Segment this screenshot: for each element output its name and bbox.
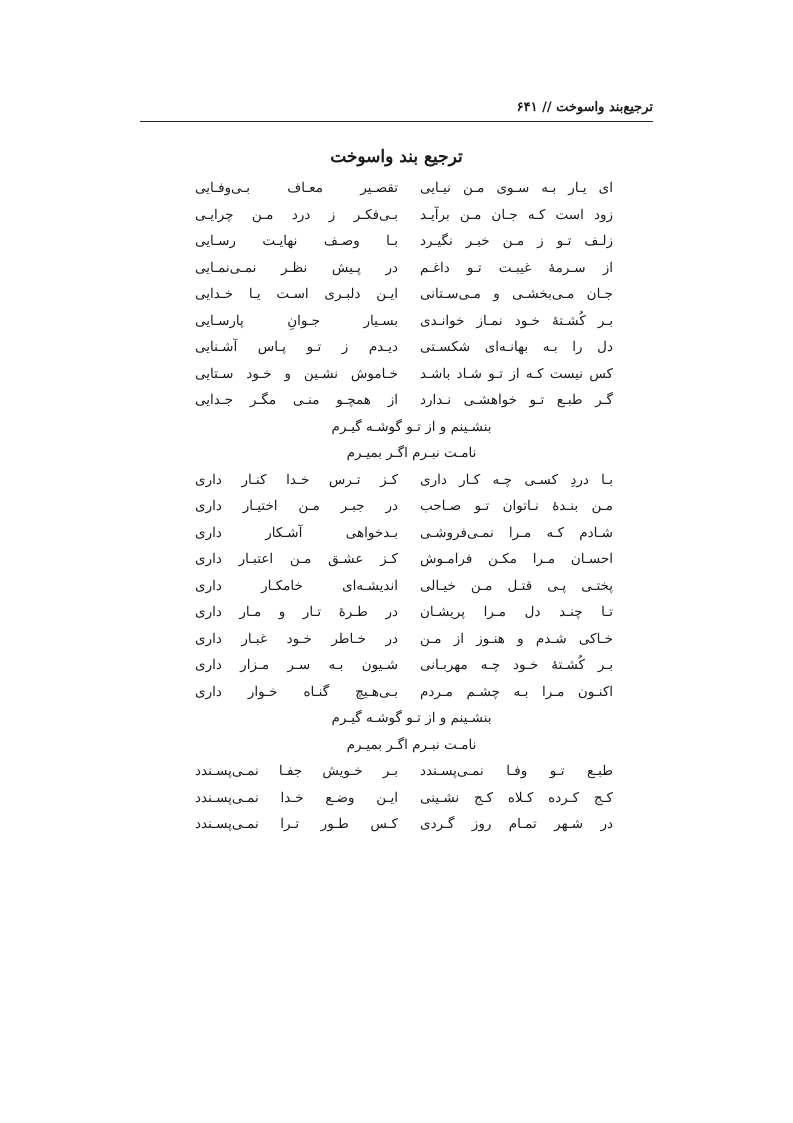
first-hemistich: بـر کُشـتهٔ خـود نمـاز خوانـدی [420, 312, 613, 329]
poem-title: ترجیع بند واسوخت [330, 147, 463, 167]
couplet-row [180, 573, 613, 600]
couplet-row [180, 255, 613, 282]
couplet-row [180, 228, 613, 255]
couplet-row [180, 546, 613, 573]
second-hemistich: اندیشـه‌ای خامکـار داری [195, 577, 398, 594]
couplet-row [180, 308, 613, 335]
first-hemistich: دل را بـه بهانـه‌ای شکسـتی [420, 339, 613, 355]
second-hemistich: شـیون بـه سـر مـزار داری [195, 657, 398, 673]
second-hemistich: از همچـو منـی مگـر جـدایی [195, 392, 398, 408]
couplet-row [180, 467, 613, 494]
second-hemistich: دیـدم ز تـو پـاس آشـنایی [195, 339, 398, 355]
couplet-row [180, 202, 613, 229]
couplet-row [180, 387, 613, 414]
couplet-row [180, 811, 613, 838]
second-hemistich: بـر خـویش جفـا نمـی‌پسـندد [195, 763, 398, 779]
second-hemistich: کـز عشـق مـن اعتبـار داری [195, 551, 398, 567]
couplet-row [180, 361, 613, 388]
refrain-line: نامـت نبـرم اگـر بمیـرم [346, 445, 477, 461]
first-hemistich: زود است کـه جـان مـن برآیـد [420, 206, 613, 223]
second-hemistich: ایـن وضـع خـدا نمـی‌پسـندد [195, 789, 398, 806]
first-hemistich: اکنـون مـرا بـه چشـم مـردم [420, 683, 613, 700]
refrain-line: بنشـینم و از تـو گوشـه گیـرم [331, 710, 492, 726]
second-hemistich: تقصـیر معـاف بـی‌وفـایی [195, 180, 398, 196]
couplet-row [180, 758, 613, 785]
first-hemistich: ای یـار بـه سـوی مـن نیـایی [420, 180, 613, 196]
second-hemistich: در طـرهٔ تـار و مـار داری [195, 604, 398, 620]
first-hemistich: خـاکی شـدم و هنـوز از مـن [420, 630, 613, 647]
first-hemistich: طبـع تـو وفـا نمـی‌پسـندد [420, 763, 613, 779]
couplet-row [180, 599, 613, 626]
couplet-row [180, 520, 613, 547]
second-hemistich: در خـاطر خـود غبـار داری [195, 630, 398, 647]
first-hemistich: کـج کـرده کـلاه کـج نشـینی [420, 789, 613, 806]
couplet-row [180, 679, 613, 706]
running-header: ترجیع‌بند واسوخت // ۶۴۱ [516, 100, 653, 115]
refrain-line: بنشـینم و از تـو گوشـه گیـرم [331, 418, 492, 435]
couplet-row [180, 175, 613, 202]
first-hemistich: در شـهر تمـام روز گـردی [420, 816, 613, 832]
header-rule [140, 121, 653, 122]
first-hemistich: جـان مـی‌بخشـی و مـی‌سـتانی [420, 286, 613, 302]
couplet-row [180, 626, 613, 653]
second-hemistich: بـی‌هـیچ گنـاه خـوار داری [195, 683, 398, 700]
first-hemistich: شـادم کـه مـرا نمـی‌فروشـی [420, 524, 613, 541]
first-hemistich: زلـف تـو ز مـن خبـر نگیـرد [420, 233, 613, 249]
first-hemistich: بـر کُشـتهٔ خـود چـه مهربـانی [420, 657, 613, 673]
second-hemistich: خـاموش نشـین و خـود سـتایی [195, 365, 398, 382]
couplet-row [180, 493, 613, 520]
couplet-row [180, 281, 613, 308]
poem-body [180, 175, 613, 838]
first-hemistich: گـر طبـع تـو خواهشـی نـدارد [420, 392, 613, 408]
second-hemistich: در جبـر مـن اختیـار داری [195, 498, 398, 514]
first-hemistich: مـن بنـدهٔ نـاتوان تـو صـاحب [420, 498, 613, 514]
second-hemistich: کـز تـرس خـدا کنـار داری [195, 471, 398, 488]
refrain-line: نامـت نبـرم اگـر بمیـرم [346, 736, 477, 753]
second-hemistich: در پـیش نظـر نمـی‌نمـایی [195, 259, 398, 276]
couplet-row [180, 652, 613, 679]
couplet-row [180, 334, 613, 361]
first-hemistich: پختـی پـی قتـل مـن خیـالی [420, 577, 613, 594]
second-hemistich: بـدخواهی آشـکار داری [195, 524, 398, 541]
second-hemistich: بسـیار جـوانِ پارسـایی [195, 312, 398, 329]
first-hemistich: تـا چنـد دل مـرا پریشـان [420, 604, 613, 620]
first-hemistich: از سـرمهٔ غیبـت تـو داغـم [420, 259, 613, 276]
second-hemistich: بـی‌فکـر ز درد مـن چرایـی [195, 206, 398, 223]
first-hemistich: احسـان مـرا مکـن فرامـوش [420, 551, 613, 567]
second-hemistich: ایـن دلبـری اسـت یـا خـدایی [195, 286, 398, 302]
couplet-row [180, 785, 613, 812]
second-hemistich: کـس طـور تـرا نمـی‌پسـندد [195, 816, 398, 832]
second-hemistich: بـا وصـف نهایـت رسـایی [195, 233, 398, 249]
first-hemistich: کس نیست کـه از تـو شـاد باشـد [420, 365, 613, 382]
first-hemistich: بـا دردِ کسـی چـه کـار داری [420, 471, 613, 488]
